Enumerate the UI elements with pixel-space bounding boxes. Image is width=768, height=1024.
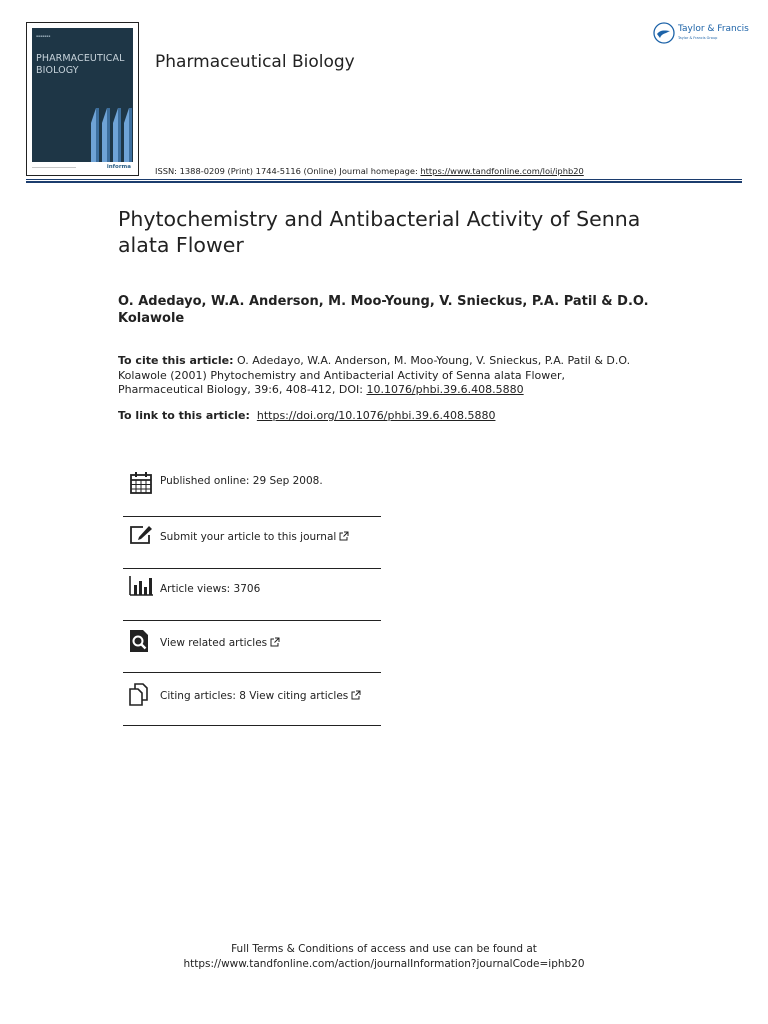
citation-block <box>118 354 638 398</box>
journal-homepage-link[interactable]: https://www.tandfonline.com/loi/iphb20 <box>420 166 584 176</box>
terms-footer-url[interactable]: https://www.tandfonline.com/action/journalInformation?journalCode=iphb20 <box>183 958 585 970</box>
article-doi-url[interactable]: https://doi.org/10.1076/phbi.39.6.408.5880 <box>256 409 496 422</box>
citation-pages-icon <box>129 682 153 706</box>
citation-text: O. Adedayo, W.A. Anderson, M. Moo-Young, V. Snieckus, P.A. Patil & D.O. Kolawole (2001) Phytochemistry and Antibacterial Activity of Senna alata Flower, Pharmaceutical Biology, 39:6, 408-412, DOI: <box>118 354 631 396</box>
citing-articles-link[interactable] <box>160 690 361 702</box>
submit-article-row[interactable] <box>123 517 381 569</box>
article-title: Phytochemistry and Antibacterial Activity of Senna alata Flower <box>118 207 641 257</box>
publisher-group: Taylor & Francis Group <box>678 36 718 40</box>
cover-footer-line <box>32 167 76 168</box>
issn-text: ISSN: 1388-0209 (Print) 1744-5116 (Online) Journal homepage: <box>155 166 421 176</box>
external-link-icon <box>339 531 349 541</box>
article-views-row <box>123 569 381 621</box>
issn-line <box>155 166 584 176</box>
article-authors: O. Adedayo, W.A. Anderson, M. Moo-Young, V. Snieckus, P.A. Patil & D.O. Kolawole <box>118 294 649 326</box>
cover-footer <box>32 163 133 173</box>
submit-article-link[interactable] <box>160 531 349 543</box>
citing-articles-row[interactable] <box>123 674 381 726</box>
document-search-icon <box>129 629 153 653</box>
article-link-line <box>118 409 495 423</box>
article-views-text: Article views: 3706 <box>160 583 261 595</box>
cover-publisher-mark: informa <box>106 164 131 170</box>
citing-articles-text: Citing articles: 8 View citing articles <box>160 690 349 702</box>
taylor-francis-icon <box>653 22 675 44</box>
journal-name: Pharmaceutical Biology <box>155 52 355 72</box>
submit-article-text: Submit your article to this journal <box>160 531 337 543</box>
published-online-text: Published online: 29 Sep 2008. <box>160 475 323 487</box>
bar-chart-icon <box>129 574 153 598</box>
cover-title-line1: PHARMACEUTICAL <box>36 53 125 64</box>
related-articles-text: View related articles <box>160 637 268 649</box>
terms-footer-line1: Full Terms & Conditions of access and use can be found at <box>231 943 537 955</box>
cover-artwork <box>32 28 133 162</box>
cover-masthead-dots: ▪▪▪▪▪▪▪ <box>36 34 51 38</box>
article-link-label: To link to this article: <box>118 409 250 422</box>
citation-label: To cite this article: <box>118 354 234 367</box>
published-divider-row <box>123 465 381 517</box>
journal-cover <box>26 22 139 176</box>
header-divider-thin <box>26 179 742 180</box>
publisher-name: Taylor & Francis <box>678 24 749 34</box>
cover-bars-graphic <box>32 28 133 162</box>
terms-footer <box>0 942 768 972</box>
external-link-icon <box>351 690 361 700</box>
edit-icon <box>129 523 153 547</box>
citation-doi-link[interactable]: 10.1076/phbi.39.6.408.5880 <box>366 383 524 396</box>
related-articles-row[interactable] <box>123 621 381 673</box>
publisher-logo[interactable] <box>653 22 749 48</box>
related-articles-link[interactable] <box>160 637 280 649</box>
cover-title-line2: BIOLOGY <box>36 65 79 76</box>
header-divider <box>26 181 742 183</box>
external-link-icon <box>270 637 280 647</box>
